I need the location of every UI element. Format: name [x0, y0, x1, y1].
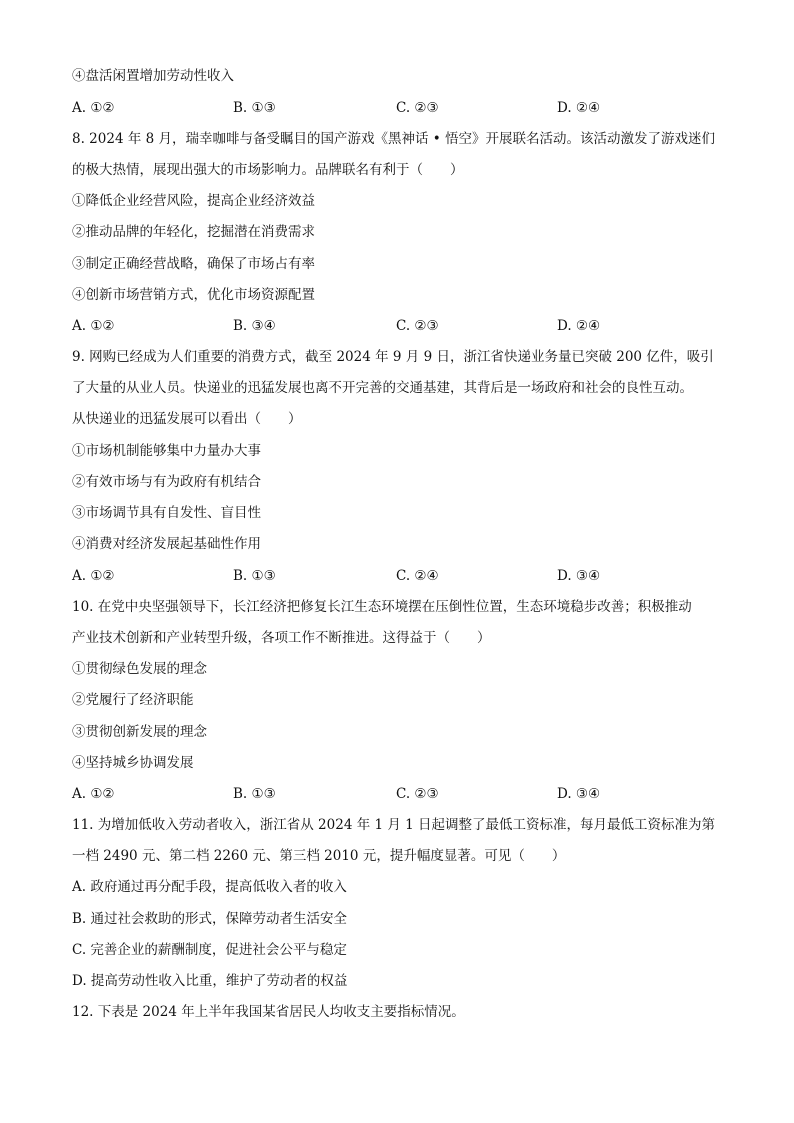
q7-option-a: A. ①② [72, 100, 115, 116]
q8-stem-line-2: 的极大热情，展现出强大的市场影响力。品牌联名有利于（ ） [72, 162, 464, 178]
q11-choice-b: B. 通过社会救助的形式，保障劳动者生活安全 [72, 911, 348, 927]
q11-stem-line-2: 一档 2490 元、第二档 2260 元、第三档 2010 元，提升幅度显著。可见（ ） [72, 848, 566, 864]
q10-statement-4: ④坚持城乡协调发展 [72, 755, 194, 771]
q7-option-b: B. ①③ [233, 100, 276, 116]
q11-choice-d: D. 提高劳动性收入比重，维护了劳动者的权益 [72, 973, 348, 989]
q10-option-d: D. ③④ [557, 786, 601, 802]
q10-options [0, 785, 794, 803]
q10-statement-1: ①贯彻绿色发展的理念 [72, 661, 207, 677]
q11-choice-c: C. 完善企业的薪酬制度，促进社会公平与稳定 [72, 942, 347, 958]
q10-stem-line-2: 产业技术创新和产业转型升级，各项工作不断推进。这得益于（ ） [72, 630, 491, 646]
q8-stem-line-1: 8. 2024 年 8 月，瑞幸咖啡与备受瞩目的国产游戏《黑神话 • 悟空》开展联名活动。该活动激发了游戏迷们 [72, 131, 716, 147]
q9-stem-line-3: 从快递业的迅猛发展可以看出（ ） [72, 411, 302, 427]
q7-option-d: D. ②④ [557, 100, 601, 116]
q8-option-a: A. ①② [72, 318, 115, 334]
q12-stem-line-1: 12. 下表是 2024 年上半年我国某省居民人均收支主要指标情况。 [72, 1004, 465, 1020]
q9-option-a: A. ①② [72, 568, 115, 584]
q8-option-c: C. ②③ [396, 318, 439, 334]
q11-stem-line-1: 11. 为增加低收入劳动者收入，浙江省从 2024 年 1 月 1 日起调整了最低工资标准，每月最低工资标准为第 [72, 817, 716, 833]
q10-statement-2: ②党履行了经济职能 [72, 692, 194, 708]
q10-statement-3: ③贯彻创新发展的理念 [72, 724, 207, 740]
q7-statement-4: ④盘活闲置增加劳动性收入 [72, 68, 234, 84]
q9-statement-4: ④消费对经济发展起基础性作用 [72, 536, 261, 552]
q9-option-d: D. ③④ [557, 568, 601, 584]
q11-choice-a: A. 政府通过再分配手段，提高低收入者的收入 [72, 879, 347, 895]
q8-statement-2: ②推动品牌的年轻化，挖掘潜在消费需求 [72, 224, 315, 240]
q9-statement-3: ③市场调节具有自发性、盲目性 [72, 505, 261, 521]
q9-stem-line-2: 了大量的从业人员。快递业的迅猛发展也离不开完善的交通基建，其背后是一场政府和社会的良性互动。 [72, 380, 693, 396]
q9-stem-line-1: 9. 网购已经成为人们重要的消费方式，截至 2024 年 9 月 9 日，浙江省快递业务量已突破 200 亿件，吸引 [72, 349, 714, 365]
q8-option-d: D. ②④ [557, 318, 601, 334]
q9-options [0, 567, 794, 585]
q9-option-b: B. ①③ [233, 568, 276, 584]
q10-option-c: C. ②③ [396, 786, 439, 802]
q9-statement-1: ①市场机制能够集中力量办大事 [72, 443, 261, 459]
q10-option-a: A. ①② [72, 786, 115, 802]
q7-options [0, 99, 794, 117]
q8-options [0, 317, 794, 335]
q9-statement-2: ②有效市场与有为政府有机结合 [72, 474, 261, 490]
q8-statement-3: ③制定正确经营战略，确保了市场占有率 [72, 256, 315, 272]
q8-statement-4: ④创新市场营销方式，优化市场资源配置 [72, 287, 315, 303]
q10-stem-line-1: 10. 在党中央坚强领导下，长江经济把修复长江生态环境摆在压倒性位置，生态环境稳步改善；积极推动 [72, 599, 692, 615]
q8-statement-1: ①降低企业经营风险，提高企业经济效益 [72, 193, 315, 209]
q9-option-c: C. ②④ [396, 568, 439, 584]
q10-option-b: B. ①③ [233, 786, 276, 802]
q7-option-c: C. ②③ [396, 100, 439, 116]
q8-option-b: B. ③④ [233, 318, 276, 334]
